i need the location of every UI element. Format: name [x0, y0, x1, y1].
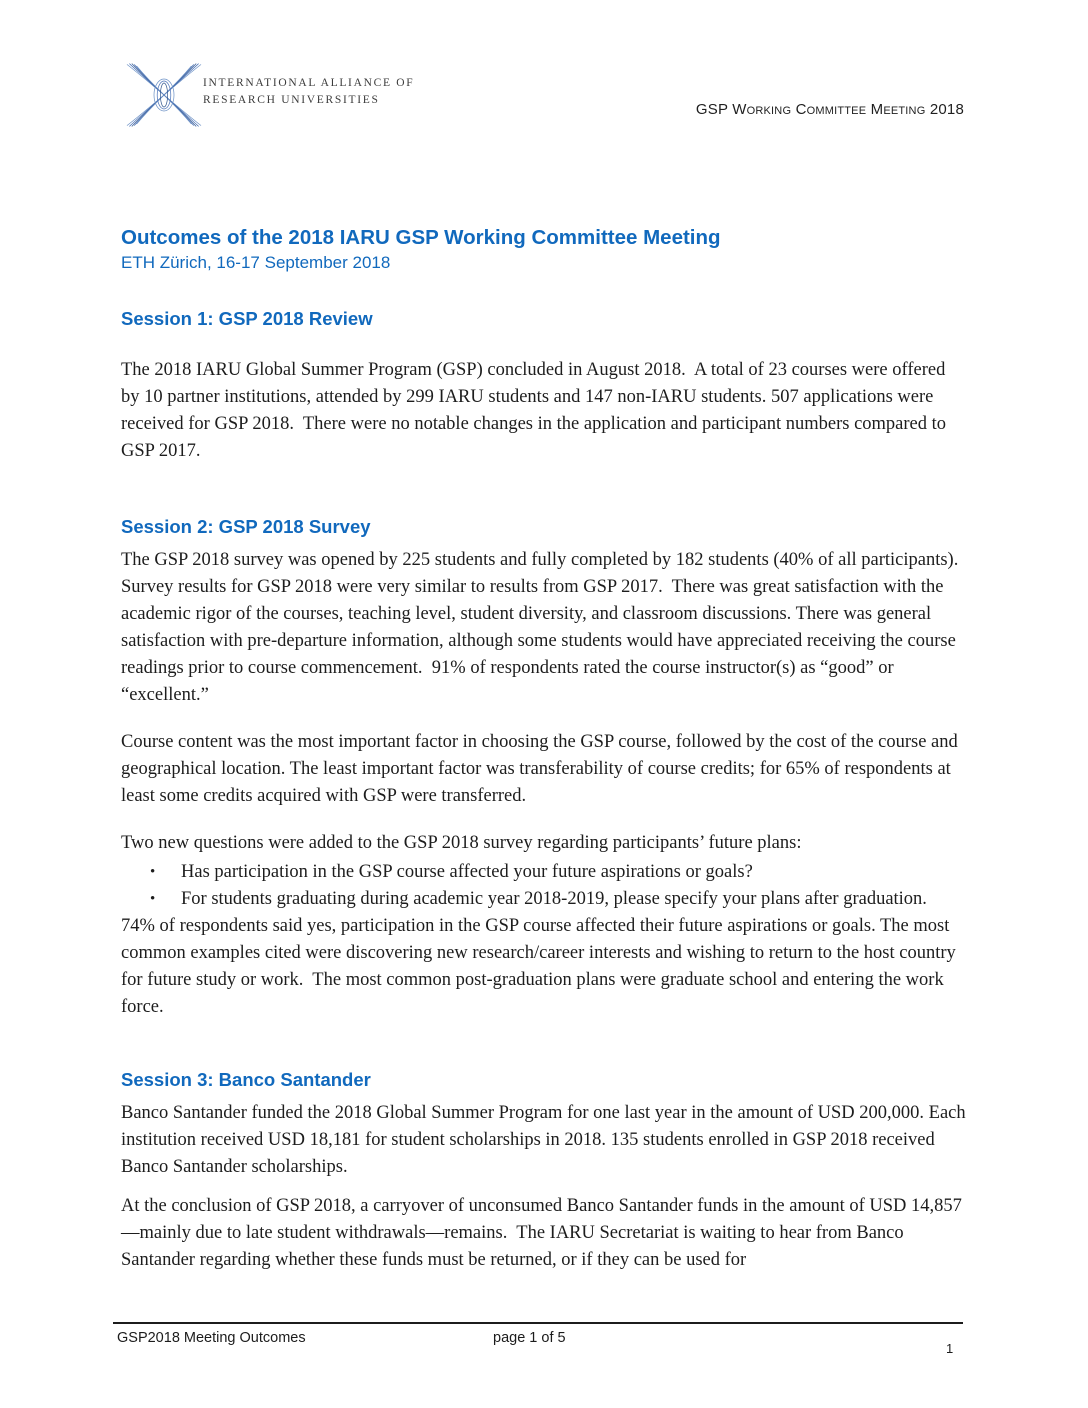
- footer-doc-name: GSP2018 Meeting Outcomes: [117, 1330, 306, 1346]
- section-heading-session-1: Session 1: GSP 2018 Review: [121, 308, 373, 329]
- paragraph-session3-2: At the conclusion of GSP 2018, a carryover of unconsumed Banco Santander funds in the amount of USD 14,857—mainly due to late student withdrawals—remains. The IARU Secretariat is waiting to hear from Banco Santander regarding whether these funds must be returned, or if they can be used for: [121, 1196, 962, 1270]
- document-body: [121, 225, 971, 1274]
- bullet-item-text-1: Has participation in the GSP course affected your future aspirations or goals?: [181, 862, 753, 882]
- paragraph-session1-1: The 2018 IARU Global Summer Program (GSP) concluded in August 2018. A total of 23 courses were offered by 10 partner institutions, attended by 299 IARU students and 147 non-IARU students. 507 applications were received for GSP 2018. There were no notable changes in the application and participant numbers compared to GSP 2017.: [121, 360, 951, 461]
- page-number: 1: [946, 1341, 954, 1356]
- bullet-list: [121, 859, 967, 913]
- paragraph-session2-1: The GSP 2018 survey was opened by 225 students and fully completed by 182 students (40% of all participants). Survey results for GSP 2018 were very similar to results from GSP 2017. There was great satisfaction with the academic rigor of the courses, teaching level, student diversity, and classroom discussions. There was general satisfaction with pre-departure information, although some students would have appreciated receiving the course readings prior to course commencement. 91% of respondents rated the course instructor(s) as “good” or “excellent.”: [121, 550, 968, 705]
- section-heading-session-3: Session 3: Banco Santander: [121, 1069, 371, 1090]
- bullet-icon: •: [150, 891, 156, 907]
- logo-org-name: [203, 75, 414, 108]
- list-item: [121, 859, 967, 886]
- document-subtitle: ETH Zürich, 16-17 September 2018: [121, 253, 391, 272]
- header-meeting-label: GSP Working Committee Meeting 2018: [695, 101, 964, 118]
- paragraph-session3-1: Banco Santander funded the 2018 Global Summer Program for one last year in the amount of USD 200,000. Each institution received USD 18,181 for student scholarships in 2018. 135 students enrolled in GSP 2018 received Banco Santander scholarships.: [121, 1103, 971, 1177]
- paragraph-session2-4: 74% of respondents said yes, participation in the GSP course affected their future aspirations or goals. The most common examples cited were discovering new research/career interests and wishing to return to the host country for future study or work. The most common post-graduation plans were graduate school and entering the work force.: [121, 916, 961, 1017]
- footer-divider: [113, 1322, 963, 1324]
- paragraph-session2-2: Course content was the most important factor in choosing the GSP course, followed by the cost of the course and geographical location. The least important factor was transferability of course credits; for 65% of respondents at least some credits acquired with GSP were transferred.: [121, 732, 963, 806]
- document-title: Outcomes of the 2018 IARU GSP Working Committee Meeting: [121, 226, 721, 249]
- iaru-logo-icon: [124, 58, 204, 132]
- footer-page-label: page 1 of 5: [493, 1330, 566, 1346]
- logo-org-name-line1: INTERNATIONAL ALLIANCE OF: [203, 77, 415, 89]
- paragraph-session2-3: Two new questions were added to the GSP 2018 survey regarding participants’ future plans:: [121, 833, 802, 853]
- section-heading-session-2: Session 2: GSP 2018 Survey: [121, 516, 371, 537]
- bullet-icon: •: [150, 864, 156, 880]
- bullet-item-text-2: For students graduating during academic year 2018-2019, please specify your plans after graduation.: [181, 889, 927, 909]
- list-item: [121, 886, 967, 913]
- logo-org-name-line2: RESEARCH UNIVERSITIES: [203, 93, 380, 106]
